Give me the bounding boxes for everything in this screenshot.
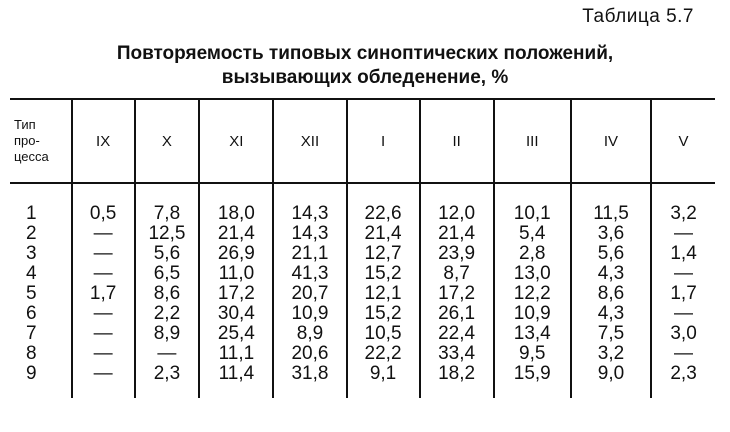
value-cell: — [72,244,135,264]
value-cell: 7,5 [571,324,651,344]
value-cell: — [651,224,715,244]
process-type-cell: 7 [26,323,37,344]
value-cell: 3,2 [651,183,715,224]
value-cell: 0,5 [72,183,135,224]
column-header-month: I [347,99,420,183]
column-header-month: XII [273,99,346,183]
table-row [10,364,715,398]
process-type-cell: 5 [26,283,37,304]
value-cell: 41,3 [273,264,346,284]
table-row [10,344,715,364]
value-cell: 14,3 [273,183,346,224]
value-cell: 10,1 [494,183,571,224]
value-cell: 15,2 [347,304,420,324]
value-cell: 31,8 [273,364,346,398]
type-header-line: цесса [14,149,49,164]
value-cell: 1,4 [651,244,715,264]
value-cell: 2,3 [135,364,200,398]
value-cell: 12,7 [347,244,420,264]
value-cell: 26,1 [420,304,494,324]
value-cell: 3,6 [571,224,651,244]
value-cell: 13,0 [494,264,571,284]
value-cell: 15,9 [494,364,571,398]
value-cell: 23,9 [420,244,494,264]
table-row [10,183,715,224]
value-cell: 12,0 [420,183,494,224]
value-cell: 4,3 [571,304,651,324]
column-header-month: IX [72,99,135,183]
value-cell: 20,7 [273,284,346,304]
value-cell: 21,4 [420,224,494,244]
table-row [10,264,715,284]
caption-line-2: вызывающих обледенение, % [221,67,509,88]
value-cell: — [135,344,200,364]
value-cell: 22,4 [420,324,494,344]
value-cell: 8,7 [420,264,494,284]
value-cell: — [72,324,135,344]
value-cell: 12,2 [494,284,571,304]
value-cell: — [72,224,135,244]
value-cell: 30,4 [199,304,273,324]
value-cell: 9,5 [494,344,571,364]
value-cell: 18,2 [420,364,494,398]
value-cell: 7,8 [135,183,200,224]
value-cell: 14,3 [273,224,346,244]
process-type-cell: 8 [26,343,37,364]
value-cell: 8,9 [135,324,200,344]
value-cell: 17,2 [199,284,273,304]
value-cell: 20,6 [273,344,346,364]
process-type-cell: 6 [26,303,37,324]
column-header-month: V [651,99,715,183]
value-cell: 25,4 [199,324,273,344]
value-cell: — [651,304,715,324]
value-cell: — [72,364,135,398]
value-cell: 21,1 [273,244,346,264]
value-cell: 8,6 [135,284,200,304]
value-cell: 9,0 [571,364,651,398]
value-cell: 2,2 [135,304,200,324]
value-cell: 5,6 [571,244,651,264]
value-cell: 22,2 [347,344,420,364]
value-cell: 2,8 [494,244,571,264]
value-cell: 26,9 [199,244,273,264]
table-row [10,304,715,324]
value-cell: 10,9 [273,304,346,324]
value-cell: — [72,344,135,364]
value-cell: 3,0 [651,324,715,344]
column-header-month: XI [199,99,273,183]
type-header-line: про- [14,133,40,148]
value-cell: 8,6 [571,284,651,304]
value-cell: 21,4 [347,224,420,244]
table-caption [0,42,730,90]
value-cell: — [651,264,715,284]
value-cell: 33,4 [420,344,494,364]
value-cell: 13,4 [494,324,571,344]
value-cell: 11,5 [571,183,651,224]
column-header-month: IV [571,99,651,183]
value-cell: 9,1 [347,364,420,398]
value-cell: 4,3 [571,264,651,284]
table-row [10,284,715,304]
type-header-line: Тип [14,117,36,132]
process-type-cell: 9 [26,363,37,384]
value-cell: 8,9 [273,324,346,344]
process-type-cell: 1 [26,203,37,224]
value-cell: 15,2 [347,264,420,284]
value-cell: 12,1 [347,284,420,304]
column-header-month: X [135,99,200,183]
value-cell: 2,3 [651,364,715,398]
value-cell: 5,6 [135,244,200,264]
column-header-month: II [420,99,494,183]
value-cell: 11,1 [199,344,273,364]
value-cell: 10,5 [347,324,420,344]
table-row [10,244,715,264]
table-row [10,324,715,344]
value-cell: 18,0 [199,183,273,224]
value-cell: 6,5 [135,264,200,284]
value-cell: — [72,264,135,284]
process-type-cell: 2 [26,223,37,244]
value-cell: 21,4 [199,224,273,244]
value-cell: 11,0 [199,264,273,284]
value-cell: — [72,304,135,324]
value-cell: 22,6 [347,183,420,224]
value-cell: 11,4 [199,364,273,398]
caption-line-1: Повторяемость типовых синоптических положений, [116,43,614,64]
value-cell: 5,4 [494,224,571,244]
table-number: Таблица 5.7 [582,6,694,27]
frequency-table [10,98,715,398]
header-row [10,99,715,183]
value-cell: 12,5 [135,224,200,244]
value-cell: — [651,344,715,364]
value-cell: 1,7 [651,284,715,304]
value-cell: 1,7 [72,284,135,304]
value-cell: 3,2 [571,344,651,364]
table-row [10,224,715,244]
column-header-month: III [494,99,571,183]
value-cell: 17,2 [420,284,494,304]
process-type-cell: 4 [26,263,37,284]
value-cell: 10,9 [494,304,571,324]
column-header-type [10,99,72,183]
process-type-cell: 3 [26,243,37,264]
